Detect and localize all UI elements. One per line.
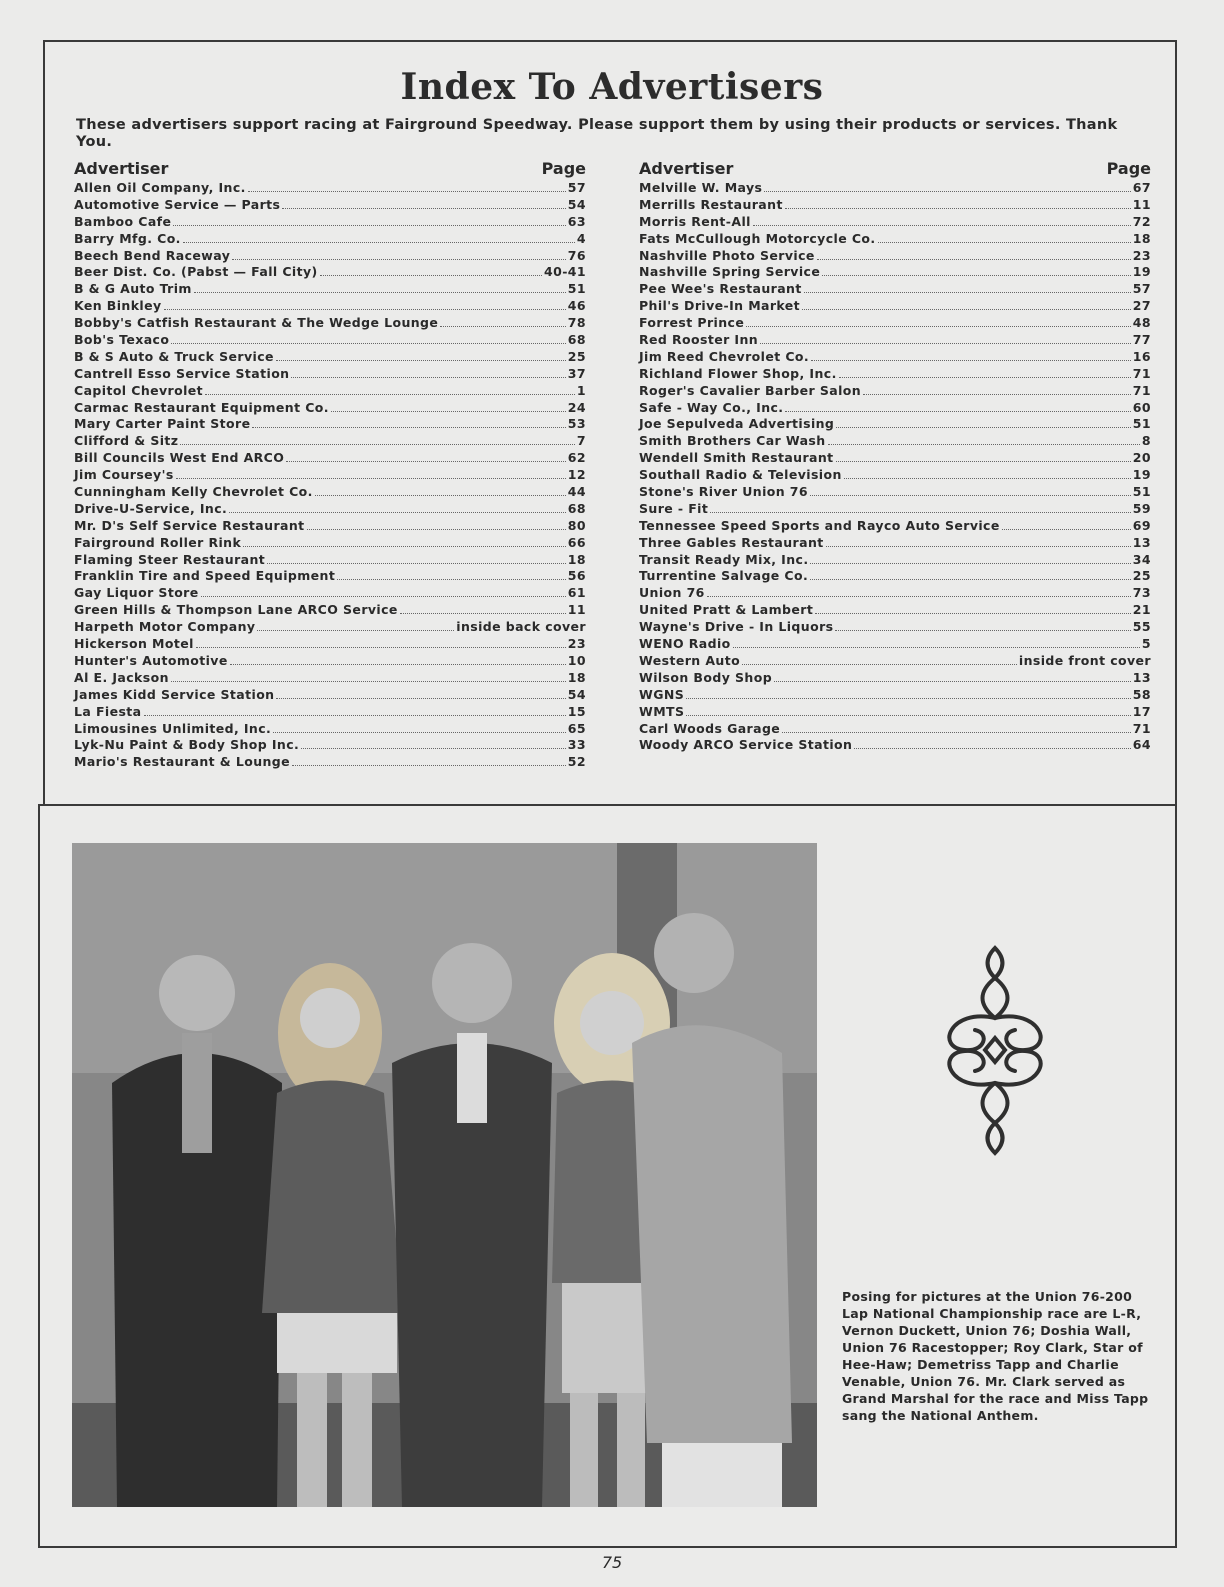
advertiser-name: Jim Reed Chevrolet Co. [639, 348, 810, 364]
advertiser-page: 68 [567, 332, 586, 348]
advertiser-page: 21 [1132, 602, 1151, 618]
dot-leader [164, 308, 566, 310]
dot-leader [785, 410, 1130, 412]
advertiser-name: Mario's Restaurant & Lounge [74, 754, 291, 770]
advertiser-name: Forrest Prince [639, 315, 745, 331]
advertiser-page: 58 [1132, 686, 1151, 702]
advertiser-entry [74, 670, 586, 687]
advertiser-page: 40-41 [544, 264, 586, 280]
advertiser-page: 65 [567, 720, 586, 736]
dot-leader [315, 494, 566, 496]
dot-leader [286, 460, 566, 462]
dot-leader [810, 578, 1131, 580]
dot-leader [243, 545, 566, 547]
advertiser-name: Bamboo Cafe [74, 213, 172, 229]
dot-leader [183, 241, 575, 243]
dot-leader [176, 477, 566, 479]
advertiser-column-right [639, 158, 1151, 754]
advertiser-name: Roger's Cavalier Barber Salon [639, 382, 862, 398]
dot-leader [839, 376, 1131, 378]
advertiser-name: Merrills Restaurant [639, 196, 783, 212]
advertiser-entry [639, 349, 1151, 366]
advertiser-entry [74, 298, 586, 315]
advertiser-name: Nashville Spring Service [639, 264, 821, 280]
advertiser-name: Red Rooster Inn [639, 332, 759, 348]
dot-leader [810, 494, 1131, 496]
advertiser-entry [639, 400, 1151, 417]
advertiser-entry [639, 636, 1151, 653]
advertiser-entry [639, 231, 1151, 248]
dot-leader [201, 595, 566, 597]
advertiser-entry [74, 721, 586, 738]
advertiser-entry [639, 518, 1151, 535]
advertiser-page: 51 [1132, 484, 1151, 500]
advertiser-name: Safe - Way Co., Inc. [639, 399, 784, 415]
advertiser-name: Southall Radio & Television [639, 467, 842, 483]
dot-leader [802, 308, 1131, 310]
dot-leader [733, 646, 1140, 648]
advertiser-column-left [74, 158, 586, 771]
dot-leader [320, 274, 542, 276]
dot-leader [811, 359, 1131, 361]
advertiser-name: WMTS [639, 703, 685, 719]
advertiser-page: 4 [576, 230, 586, 246]
advertiser-page: 8 [1141, 433, 1151, 449]
advertiser-entry [639, 264, 1151, 281]
advertiser-page: 24 [567, 399, 586, 415]
advertiser-name: Mary Carter Paint Store [74, 416, 251, 432]
dot-leader [782, 731, 1131, 733]
page-header: Page [541, 159, 586, 178]
dot-leader [707, 595, 1131, 597]
page-number: 75 [601, 1553, 623, 1572]
dot-leader [815, 612, 1131, 614]
advertiser-entry [74, 585, 586, 602]
advertiser-page: 5 [1141, 636, 1151, 652]
advertiser-page: 53 [567, 416, 586, 432]
advertiser-name: Transit Ready Mix, Inc. [639, 551, 809, 567]
advertiser-name: Stone's River Union 76 [639, 484, 808, 500]
dot-leader [291, 376, 565, 378]
advertiser-entry [74, 484, 586, 501]
advertiser-name: B & S Auto & Truck Service [74, 348, 274, 364]
advertiser-page: 54 [567, 686, 586, 702]
advertiser-page: 19 [1132, 264, 1151, 280]
dot-leader [822, 274, 1131, 276]
advertiser-name: Bobby's Catfish Restaurant & The Wedge Lounge [74, 315, 439, 331]
advertiser-page: 13 [1132, 669, 1151, 685]
dot-leader [292, 764, 566, 766]
dot-leader [171, 342, 565, 344]
advertiser-name: Melville W. Mays [639, 180, 763, 195]
dot-leader [844, 477, 1131, 479]
dot-leader [257, 629, 454, 631]
advertiser-entry [639, 450, 1151, 467]
advertiser-page: 51 [1132, 416, 1151, 432]
advertiser-entry [74, 619, 586, 636]
advertiser-name: Carl Woods Garage [639, 720, 781, 736]
advertiser-name: Western Auto [639, 652, 741, 668]
advertiser-entry [639, 180, 1151, 197]
advertiser-name: Morris Rent-All [639, 213, 751, 229]
advertiser-entry [74, 180, 586, 197]
dot-leader [774, 680, 1131, 682]
advertiser-entry [74, 433, 586, 450]
advertiser-name: United Pratt & Lambert [639, 602, 814, 618]
intro-text: These advertisers support racing at Fairground Speedway. Please support them by using their products or services. Thank You. [76, 117, 1118, 150]
advertiser-entry [639, 737, 1151, 754]
advertiser-entry [639, 535, 1151, 552]
dot-leader [337, 578, 566, 580]
advertiser-name: Phil's Drive-In Market [639, 298, 801, 314]
advertiser-entry [74, 467, 586, 484]
advertiser-entry [639, 721, 1151, 738]
advertiser-entry [639, 281, 1151, 298]
dot-leader [196, 646, 566, 648]
column-header [74, 158, 586, 180]
advertiser-name: La Fiesta [74, 703, 142, 719]
advertiser-entry [74, 450, 586, 467]
dot-leader [331, 410, 566, 412]
advertiser-name: Wendell Smith Restaurant [639, 450, 834, 466]
advertiser-entry [74, 383, 586, 400]
advertiser-entry [74, 568, 586, 585]
advertiser-entry [74, 248, 586, 265]
advertiser-page: 16 [1132, 348, 1151, 364]
advertiser-page: 7 [576, 433, 586, 449]
advertiser-page: 67 [1132, 180, 1151, 195]
advertiser-page: 61 [567, 585, 586, 601]
advertiser-page: 15 [567, 703, 586, 719]
advertiser-page: 23 [567, 636, 586, 652]
dot-leader [248, 190, 566, 192]
dot-leader [267, 562, 566, 564]
advertiser-entry [74, 332, 586, 349]
advertiser-name: Pee Wee's Restaurant [639, 281, 802, 297]
advertiser-page: 77 [1132, 332, 1151, 348]
advertiser-page: 78 [567, 315, 586, 331]
dot-leader [194, 291, 566, 293]
advertiser-name: Fairground Roller Rink [74, 534, 242, 550]
dot-leader [817, 258, 1131, 260]
advertiser-page: 46 [567, 298, 586, 314]
advertiser-name: Sure - Fit [639, 500, 709, 516]
advertiser-list-left [74, 180, 586, 771]
advertiser-entry [639, 383, 1151, 400]
advertiser-page: 37 [567, 365, 586, 381]
dot-leader [252, 426, 565, 428]
advertiser-name: Automotive Service — Parts [74, 196, 281, 212]
advertiser-name: Turrentine Salvage Co. [639, 568, 809, 584]
advertiser-page: 63 [567, 213, 586, 229]
advertiser-name: Drive-U-Service, Inc. [74, 500, 228, 516]
advertiser-name: Flaming Steer Restaurant [74, 551, 266, 567]
dot-leader [835, 629, 1130, 631]
advertiser-page: 34 [1132, 551, 1151, 567]
advertiser-name: James Kidd Service Station [74, 686, 275, 702]
advertiser-page: 11 [567, 602, 586, 618]
advertiser-entry [74, 535, 586, 552]
dot-leader [686, 714, 1130, 716]
advertiser-page: 48 [1132, 315, 1151, 331]
dot-leader [764, 190, 1130, 192]
advertiser-page: 51 [567, 281, 586, 297]
advertiser-name: Richland Flower Shop, Inc. [639, 365, 837, 381]
advertiser-page: inside back cover [456, 619, 586, 635]
advertiser-name: Smith Brothers Car Wash [639, 433, 826, 449]
advertiser-name: Jim Coursey's [74, 467, 174, 483]
advertiser-name: Lyk-Nu Paint & Body Shop Inc. [74, 737, 300, 753]
advertiser-page: 10 [567, 652, 586, 668]
dot-leader [746, 325, 1131, 327]
advertiser-header: Advertiser [639, 159, 734, 178]
advertiser-page: 69 [1132, 517, 1151, 533]
advertiser-name: Allen Oil Company, Inc. [74, 180, 246, 195]
advertiser-entry [639, 248, 1151, 265]
advertiser-page: 33 [567, 737, 586, 753]
advertiser-name: Capitol Chevrolet [74, 382, 204, 398]
column-header [639, 158, 1151, 180]
dot-leader [785, 207, 1131, 209]
advertiser-page: 68 [567, 500, 586, 516]
advertiser-name: Wilson Body Shop [639, 669, 773, 685]
dot-leader [276, 359, 566, 361]
advertiser-page: 27 [1132, 298, 1151, 314]
dot-leader [1002, 528, 1131, 530]
advertiser-entry [74, 400, 586, 417]
advertiser-name: Beech Bend Raceway [74, 247, 231, 263]
advertiser-entry [74, 704, 586, 721]
advertiser-page: 25 [1132, 568, 1151, 584]
advertiser-page: 72 [1132, 213, 1151, 229]
dot-leader [828, 443, 1140, 445]
advertiser-entry [639, 298, 1151, 315]
advertiser-entry [639, 315, 1151, 332]
advertiser-page: 66 [567, 534, 586, 550]
advertiser-page: 20 [1132, 450, 1151, 466]
dot-leader [804, 291, 1131, 293]
dot-leader [144, 714, 566, 716]
advertiser-header: Advertiser [74, 159, 169, 178]
dot-leader [826, 545, 1131, 547]
advertiser-page: 18 [567, 669, 586, 685]
advertiser-name: Tennessee Speed Sports and Rayco Auto Service [639, 517, 1000, 533]
advertiser-name: Mr. D's Self Service Restaurant [74, 517, 305, 533]
advertiser-entry [74, 315, 586, 332]
advertiser-name: Hunter's Automotive [74, 652, 228, 668]
advertiser-entry [74, 754, 586, 771]
advertiser-name: B & G Auto Trim [74, 281, 192, 297]
advertiser-entry [74, 416, 586, 433]
group-photo-image [72, 843, 817, 1507]
advertiser-page: 57 [1132, 281, 1151, 297]
dot-leader [171, 680, 566, 682]
advertiser-page: 18 [1132, 230, 1151, 246]
advertiser-page: 52 [567, 754, 586, 770]
advertiser-name: Clifford & Sitz [74, 433, 179, 449]
advertiser-entry [74, 636, 586, 653]
advertiser-page: 71 [1132, 382, 1151, 398]
dot-leader [753, 224, 1131, 226]
page-header: Page [1106, 159, 1151, 178]
advertiser-name: Beer Dist. Co. (Pabst — Fall City) [74, 264, 318, 280]
advertiser-name: Gay Liquor Store [74, 585, 199, 601]
advertiser-name: Union 76 [639, 585, 705, 601]
dot-leader [232, 258, 566, 260]
advertiser-entry [639, 433, 1151, 450]
dot-leader [282, 207, 565, 209]
advertiser-entry [639, 568, 1151, 585]
advertiser-entry [639, 552, 1151, 569]
advertiser-page: 71 [1132, 365, 1151, 381]
dot-leader [180, 443, 574, 445]
dot-leader [854, 747, 1131, 749]
advertiser-page: 44 [567, 484, 586, 500]
advertiser-page: 55 [1132, 619, 1151, 635]
advertiser-entry [639, 585, 1151, 602]
advertiser-entry [74, 349, 586, 366]
dot-leader [863, 393, 1131, 395]
advertiser-entry [639, 467, 1151, 484]
advertiser-entry [74, 653, 586, 670]
advertiser-page: 11 [1132, 196, 1151, 212]
dot-leader [760, 342, 1131, 344]
advertiser-page: 56 [567, 568, 586, 584]
advertiser-page: 25 [567, 348, 586, 364]
advertiser-page: 12 [567, 467, 586, 483]
advertiser-name: Carmac Restaurant Equipment Co. [74, 399, 329, 415]
advertiser-entry [74, 231, 586, 248]
advertiser-entry [639, 653, 1151, 670]
advertiser-entry [74, 737, 586, 754]
decorative-ornament [930, 938, 1060, 1163]
advertiser-name: WGNS [639, 686, 685, 702]
advertiser-page: 17 [1132, 703, 1151, 719]
advertiser-page: 71 [1132, 720, 1151, 736]
advertiser-name: Woody ARCO Service Station [639, 737, 853, 753]
advertiser-entry [74, 281, 586, 298]
advertiser-name: Bob's Texaco [74, 332, 170, 348]
advertiser-name: Franklin Tire and Speed Equipment [74, 568, 336, 584]
advertiser-name: Cantrell Esso Service Station [74, 365, 290, 381]
advertiser-entry [639, 197, 1151, 214]
advertiser-entry [639, 619, 1151, 636]
page-title: Index To Advertisers [400, 66, 824, 108]
dot-leader [440, 325, 566, 327]
advertiser-name: Barry Mfg. Co. [74, 230, 181, 246]
advertiser-page: 73 [1132, 585, 1151, 601]
advertiser-entry [639, 366, 1151, 383]
advertiser-name: Nashville Photo Service [639, 247, 815, 263]
dot-leader [836, 426, 1131, 428]
group-photo [72, 843, 817, 1507]
advertiser-entry [74, 197, 586, 214]
advertiser-entry [639, 670, 1151, 687]
advertiser-list-right [639, 180, 1151, 754]
dot-leader [836, 460, 1131, 462]
photo-caption: Posing for pictures at the Union 76-200 Lap National Championship race are L-R, Vernon Duckett, Union 76; Doshia Wall, Union 76 Racestopper; Roy Clark, Star of Hee-Haw; Demetriss Tapp and Charlie Venable, Union 76. Mr. Clark served as Grand Marshal for the race and Miss Tapp sang the National Anthem. [842, 1289, 1149, 1423]
advertiser-entry [74, 214, 586, 231]
advertiser-entry [74, 366, 586, 383]
dot-leader [276, 697, 565, 699]
dot-leader [229, 511, 566, 513]
advertiser-entry [639, 687, 1151, 704]
advertiser-entry [74, 687, 586, 704]
dot-leader [810, 562, 1130, 564]
advertiser-name: Al E. Jackson [74, 669, 169, 685]
advertiser-name: Limousines Unlimited, Inc. [74, 720, 272, 736]
advertiser-entry [639, 602, 1151, 619]
advertiser-name: Cunningham Kelly Chevrolet Co. [74, 484, 313, 500]
dot-leader [205, 393, 575, 395]
advertiser-page: 62 [567, 450, 586, 466]
advertiser-entry [639, 704, 1151, 721]
advertiser-name: Bill Councils West End ARCO [74, 450, 285, 466]
advertiser-entry [74, 501, 586, 518]
advertiser-page: 18 [567, 551, 586, 567]
advertiser-entry [639, 214, 1151, 231]
advertiser-page: 19 [1132, 467, 1151, 483]
advertiser-name: Wayne's Drive - In Liquors [639, 619, 834, 635]
advertiser-page: 1 [576, 382, 586, 398]
dot-leader [173, 224, 565, 226]
dot-leader [273, 731, 566, 733]
advertiser-name: Green Hills & Thompson Lane ARCO Service [74, 602, 398, 618]
advertiser-page: 54 [567, 196, 586, 212]
dot-leader [878, 241, 1131, 243]
advertiser-page: 60 [1132, 399, 1151, 415]
dot-leader [400, 612, 566, 614]
advertiser-entry [639, 501, 1151, 518]
advertiser-entry [74, 264, 586, 281]
advertiser-name: Harpeth Motor Company [74, 619, 256, 635]
advertiser-name: Joe Sepulveda Advertising [639, 416, 835, 432]
dot-leader [230, 663, 566, 665]
advertiser-entry [74, 602, 586, 619]
advertiser-page: 13 [1132, 534, 1151, 550]
dot-leader [686, 697, 1131, 699]
advertiser-entry [74, 518, 586, 535]
advertiser-name: Fats McCullough Motorcycle Co. [639, 230, 876, 246]
advertiser-entry [639, 332, 1151, 349]
advertiser-page: 23 [1132, 247, 1151, 263]
dot-leader [307, 528, 566, 530]
advertiser-page: 64 [1132, 737, 1151, 753]
advertiser-name: Ken Binkley [74, 298, 162, 314]
advertiser-name: Three Gables Restaurant [639, 534, 824, 550]
advertiser-page: 80 [567, 517, 586, 533]
advertiser-page: 57 [567, 180, 586, 195]
advertiser-page: inside front cover [1018, 652, 1151, 668]
advertiser-name: WENO Radio [639, 636, 731, 652]
dot-leader [710, 511, 1131, 513]
advertiser-name: Hickerson Motel [74, 636, 194, 652]
advertiser-page: 59 [1132, 500, 1151, 516]
dot-leader [742, 663, 1017, 665]
advertiser-entry [639, 484, 1151, 501]
advertiser-entry [639, 416, 1151, 433]
advertiser-page: 76 [567, 247, 586, 263]
dot-leader [301, 747, 566, 749]
advertiser-entry [74, 552, 586, 569]
